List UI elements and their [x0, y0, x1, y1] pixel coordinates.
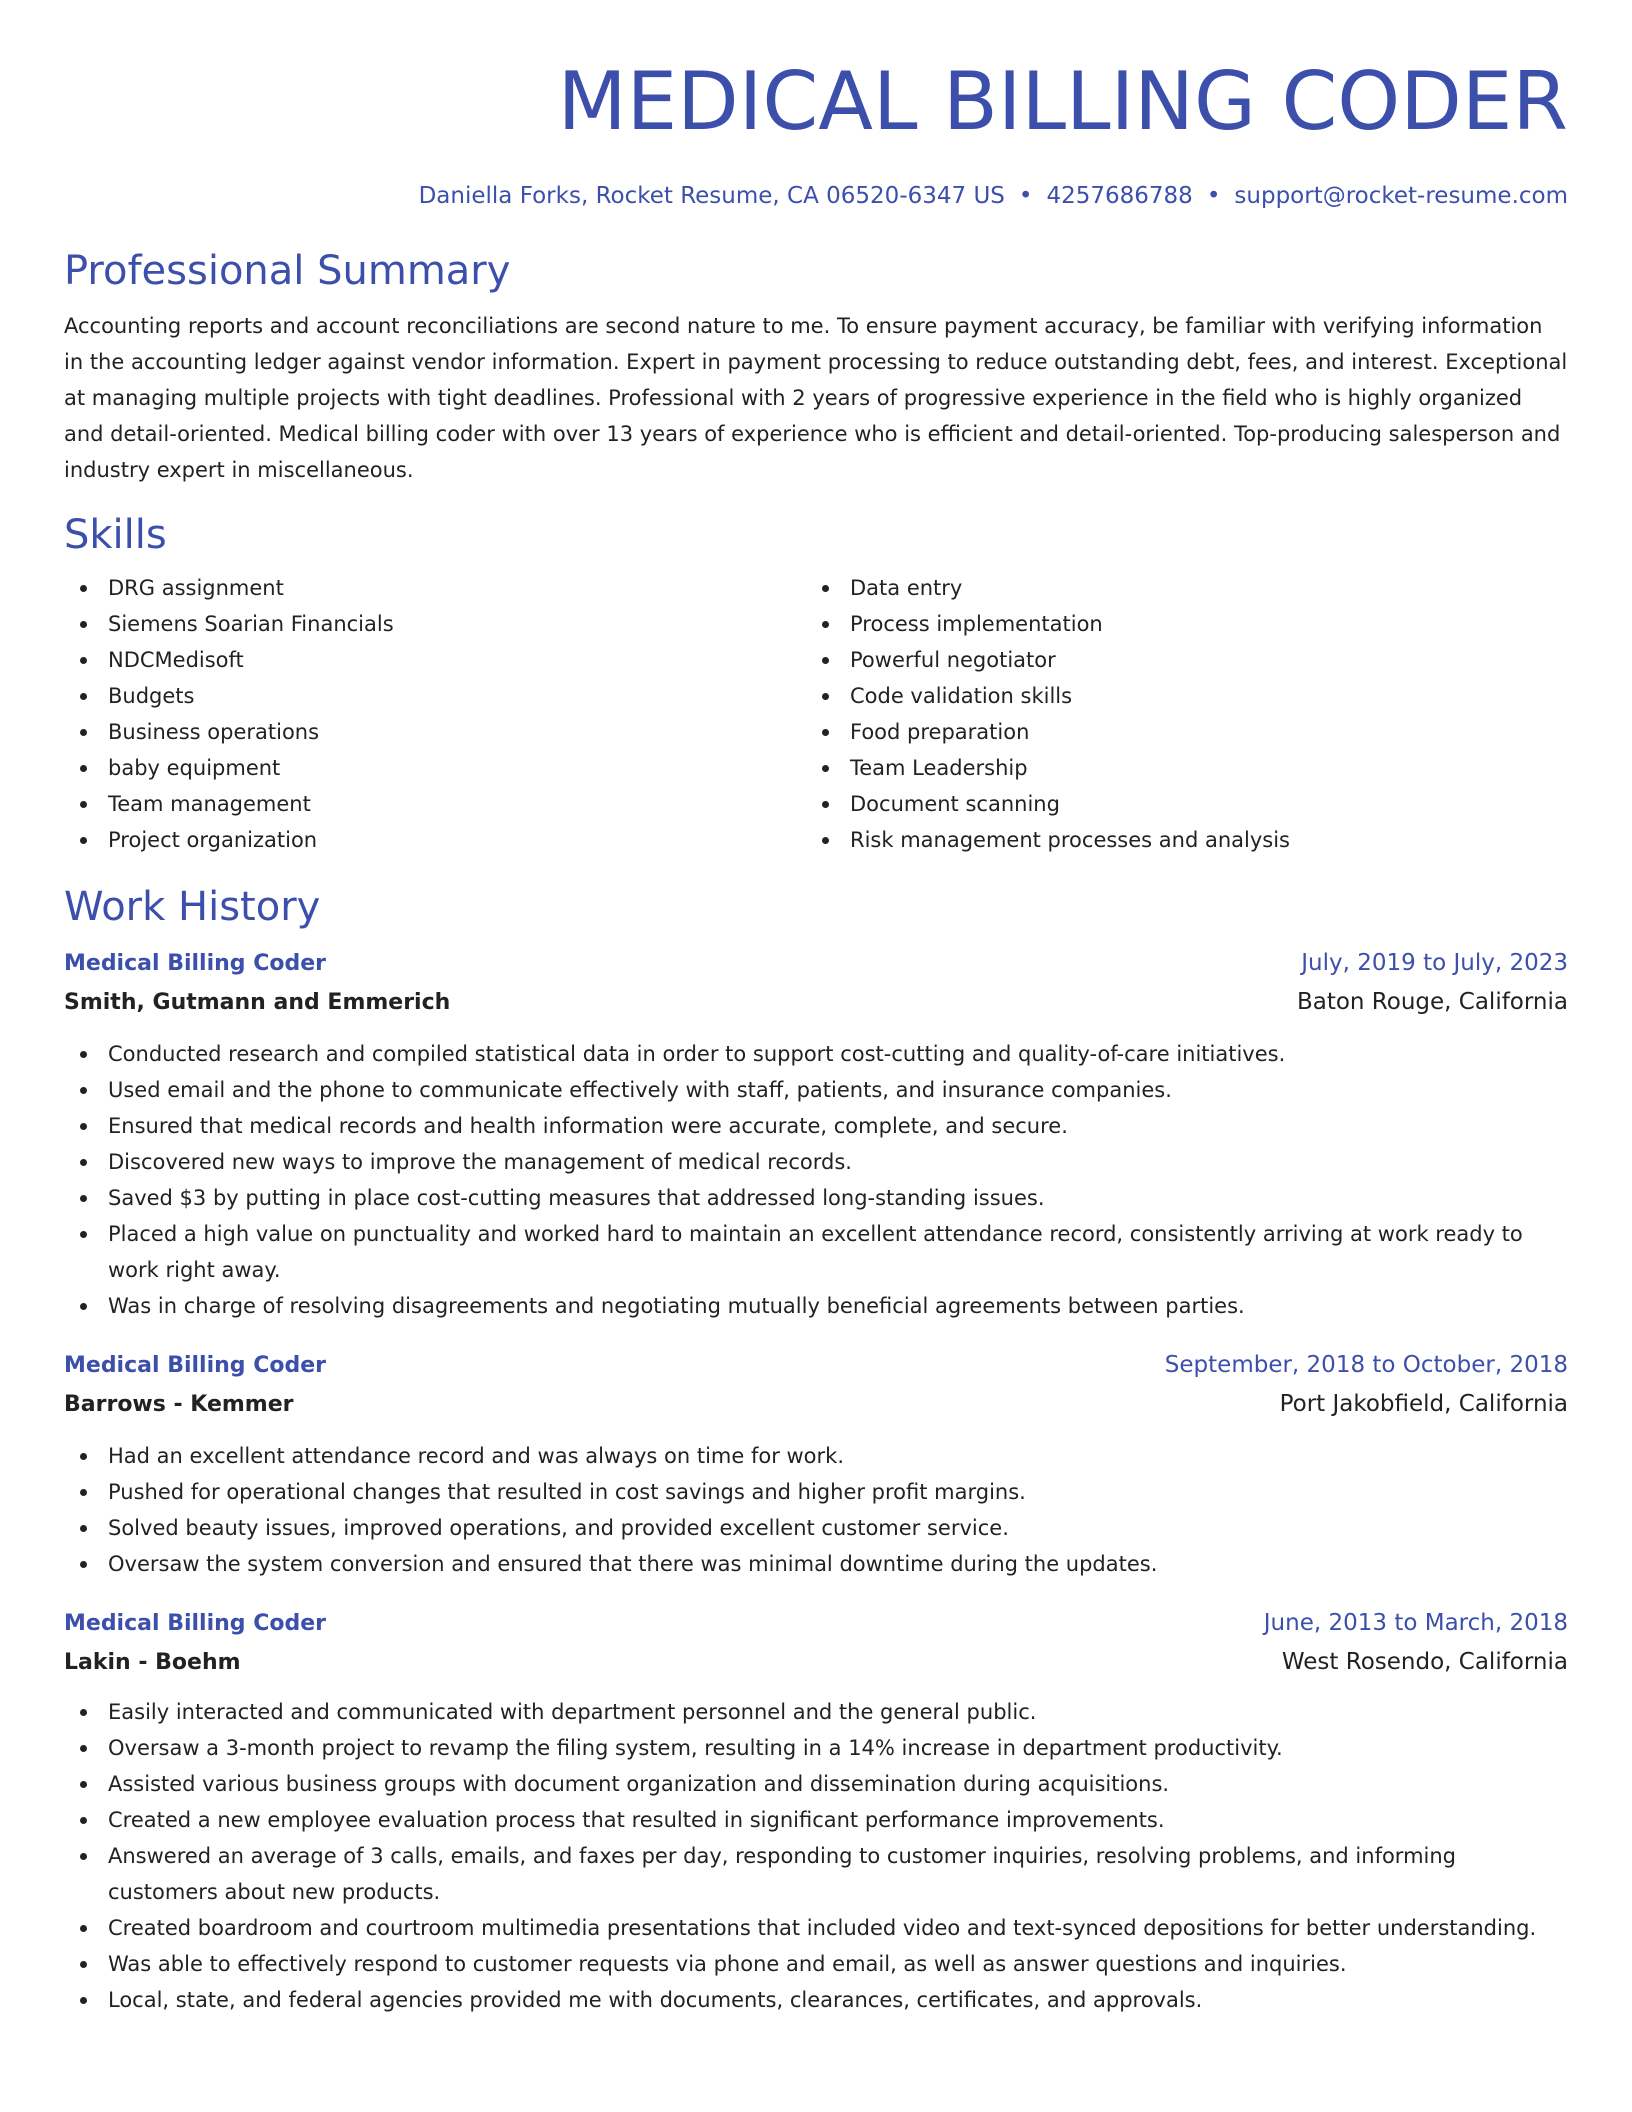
job-entry — [64, 1604, 1568, 2018]
job-dates: September, 2018 to October, 2018 — [1164, 1352, 1568, 1378]
job-bullet: Discovered new ways to improve the management of medical records. — [64, 1144, 1568, 1180]
work-history-heading: Work History — [64, 884, 321, 930]
job-title: Medical Billing Coder — [64, 1353, 326, 1378]
skills-list — [64, 570, 1568, 858]
job-entry — [64, 1346, 1568, 1582]
job-bullet: Ensured that medical records and health information were accurate, complete, and secure. — [64, 1108, 1568, 1144]
job-bullet: Local, state, and federal agencies provided me with documents, clearances, certificates, and approvals. — [64, 1982, 1568, 2018]
job-location: Baton Rouge, California — [1296, 989, 1568, 1015]
resume-page — [64, 0, 1568, 2018]
job-title: Medical Billing Coder — [64, 951, 326, 976]
job-entry — [64, 944, 1568, 1324]
job-bullet: Was in charge of resolving disagreements and negotiating mutually beneficial agreements between parties. — [64, 1288, 1568, 1324]
job-bullet: Oversaw the system conversion and ensured that there was minimal downtime during the updates. — [64, 1546, 1568, 1582]
job-bullets — [64, 1438, 1568, 1582]
skill-item: DRG assignment — [64, 570, 806, 606]
skill-item: baby equipment — [64, 750, 806, 786]
job-bullet: Oversaw a 3-month project to revamp the filing system, resulting in a 14% increase in department productivity. — [64, 1730, 1568, 1766]
job-subheader — [64, 1643, 1568, 1682]
job-bullet: Conducted research and compiled statistical data in order to support cost-cutting and quality-of-care initiatives. — [64, 1036, 1568, 1072]
skill-item: Code validation skills — [806, 678, 1548, 714]
job-bullet: Created boardroom and courtroom multimedia presentations that included video and text-synced depositions for better understanding. — [64, 1910, 1568, 1946]
skill-item: Document scanning — [806, 786, 1548, 822]
job-company: Barrows - Kemmer — [64, 1392, 294, 1417]
job-bullets — [64, 1036, 1568, 1324]
skills-heading: Skills — [64, 512, 167, 558]
skill-item: Project organization — [64, 822, 806, 858]
job-bullet: Had an excellent attendance record and was always on time for work. — [64, 1438, 1568, 1474]
job-header — [64, 1604, 1568, 1643]
job-bullet: Solved beauty issues, improved operations, and provided excellent customer service. — [64, 1510, 1568, 1546]
skill-item: NDCMedisoft — [64, 642, 806, 678]
job-subheader — [64, 1385, 1568, 1424]
contact-address: Daniella Forks, Rocket Resume, CA 06520-6347 US — [418, 183, 1005, 209]
job-bullet: Placed a high value on punctuality and worked hard to maintain an excellent attendance record, consistently arriving at work ready to work right away. — [64, 1216, 1568, 1288]
skills-column-right — [806, 570, 1548, 858]
job-dates: July, 2019 to July, 2023 — [1301, 950, 1568, 976]
skill-item: Business operations — [64, 714, 806, 750]
job-bullet: Easily interacted and communicated with department personnel and the general public. — [64, 1694, 1568, 1730]
job-bullet: Answered an average of 3 calls, emails, and faxes per day, responding to customer inquiries, resolving problems, and informing customers about new products. — [64, 1838, 1568, 1910]
contact-phone: 4257686788 — [1046, 183, 1193, 209]
skill-item: Data entry — [806, 570, 1548, 606]
skill-item: Food preparation — [806, 714, 1548, 750]
summary-heading: Professional Summary — [64, 248, 511, 294]
job-company: Lakin - Boehm — [64, 1650, 241, 1675]
job-bullet: Used email and the phone to communicate effectively with staff, patients, and insurance companies. — [64, 1072, 1568, 1108]
job-bullet: Assisted various business groups with document organization and dissemination during acquisitions. — [64, 1766, 1568, 1802]
resume-title: MEDICAL BILLING CODER — [557, 55, 1568, 148]
job-bullet: Saved $3 by putting in place cost-cutting measures that addressed long-standing issues. — [64, 1180, 1568, 1216]
job-bullet: Was able to effectively respond to customer requests via phone and email, as well as answer questions and inquiries. — [64, 1946, 1568, 1982]
skill-item: Team management — [64, 786, 806, 822]
contact-line — [64, 180, 1568, 212]
job-header — [64, 1346, 1568, 1385]
skill-item: Team Leadership — [806, 750, 1548, 786]
job-title: Medical Billing Coder — [64, 1611, 326, 1636]
job-bullet: Created a new employee evaluation process that resulted in significant performance improvements. — [64, 1802, 1568, 1838]
job-location: West Rosendo, California — [1281, 1649, 1568, 1675]
job-location: Port Jakobfield, California — [1279, 1391, 1568, 1417]
job-dates: June, 2013 to March, 2018 — [1263, 1610, 1568, 1636]
contact-separator: • — [1018, 183, 1033, 209]
skill-item: Powerful negotiator — [806, 642, 1548, 678]
skill-item: Budgets — [64, 678, 806, 714]
skill-item: Process implementation — [806, 606, 1548, 642]
contact-separator: • — [1206, 183, 1221, 209]
contact-email: support@rocket-resume.com — [1234, 183, 1568, 209]
job-bullet: Pushed for operational changes that resulted in cost savings and higher profit margins. — [64, 1474, 1568, 1510]
job-subheader — [64, 983, 1568, 1022]
skill-item: Siemens Soarian Financials — [64, 606, 806, 642]
job-header — [64, 944, 1568, 983]
skill-item: Risk management processes and analysis — [806, 822, 1548, 858]
job-company: Smith, Gutmann and Emmerich — [64, 990, 451, 1015]
summary-text: Accounting reports and account reconciliations are second nature to me. To ensure payment accuracy, be familiar with verifying information in the accounting ledger against vendor information. Expert in payment processing to reduce outstanding debt, fees, and interest. Exceptional at managing multiple projects with tight deadlines. Professional with 2 years of progressive experience in the field who is highly organized and detail-oriented. Medical billing coder with over 13 years of experience who is efficient and detail-oriented. Top-producing salesperson and industry expert in miscellaneous. — [64, 314, 1568, 482]
job-bullets — [64, 1694, 1568, 2018]
skills-column-left — [64, 570, 806, 858]
